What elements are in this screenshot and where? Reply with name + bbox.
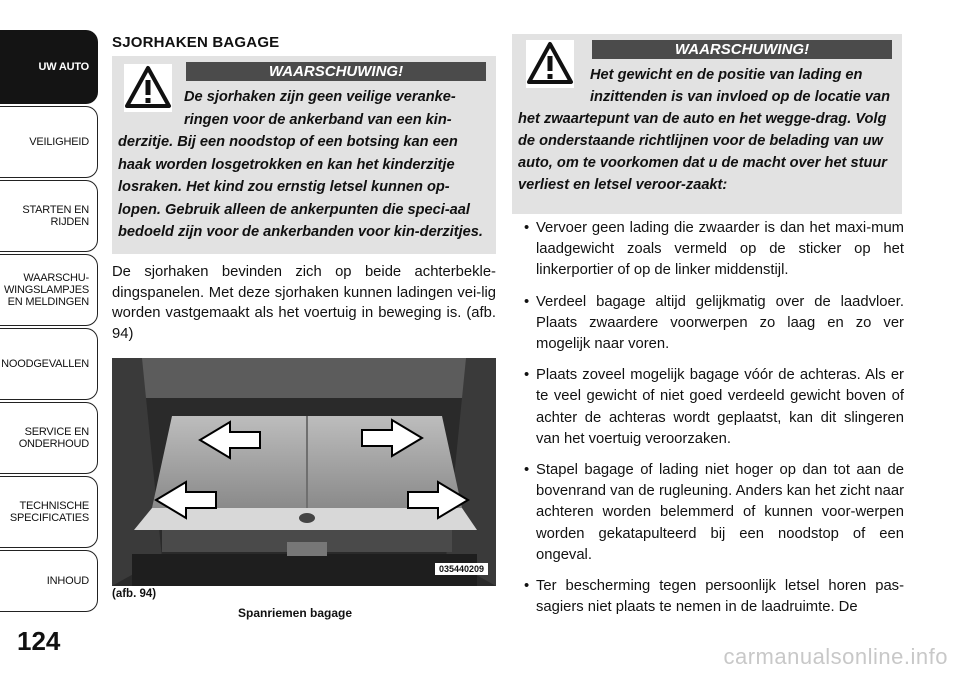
tab-label: INHOUD (46, 575, 89, 587)
tab-starten-en-rijden[interactable] (0, 180, 98, 252)
tab-label: TECHNISCHE SPECIFICATIES (9, 500, 89, 524)
tab-service-en-onderhoud[interactable] (0, 402, 98, 474)
tab-inhoud[interactable] (0, 550, 98, 612)
tab-label: VEILIGHEID (29, 136, 89, 148)
intro-paragraph: De sjorhaken bevinden zich op beide achterbekle-dingspanelen. Met deze sjorhaken kunnen ladingen vei-lig worden vastgemaakt als het voertuig in beweging is. (afb. 94) (112, 264, 496, 342)
tab-label: NOODGEVALLEN (1, 358, 89, 370)
list-item: • Ter bescherming tegen persoonlijk letsel horen pas-sagiers niet plaats te nemen in de laadruimte. De (524, 578, 904, 616)
warning-text: Het gewicht en de positie van lading en inzittenden is van invloed op de locatie van het zwaartepunt van de auto en het wegge-drag. Volg de onderstaande richtlijnen voor de belading van uw auto, om te voorkomen dat u de macht over het stuur verliest en letsel veroor-zaakt: (518, 67, 891, 193)
tab-label: WAARSCHU- WINGSLAMPJES EN MELDINGEN (3, 272, 89, 308)
figure-code: 035440209 (435, 563, 488, 575)
warning-heading: WAARSCHUWING! (186, 62, 486, 81)
tab-technische-specificaties[interactable] (0, 476, 98, 548)
warning-heading: WAARSCHUWING! (592, 40, 892, 59)
tab-noodgevallen[interactable] (0, 328, 98, 400)
loading-guidelines-list (512, 218, 904, 628)
warning-box-right (512, 34, 902, 214)
list-item: • Vervoer geen lading die zwaarder is dan het maxi-mum laadgewicht zoals vermeld op de sticker op het linkerportier of op de linker middenstijl. (524, 220, 904, 279)
tab-label: UW AUTO (38, 61, 89, 73)
list-item: • Plaats zoveel mogelijk bagage vóór de achteras. Als er te veel gewicht of niet goed verdeeld gewicht boven of achter de achteras wordt geplaatst, kan dit slingeren van het voertuig veroorzaken. (524, 367, 904, 447)
figure-title: Spanriemen bagage (238, 606, 353, 620)
watermark: carmanualsonline.info (723, 644, 948, 669)
figure-number: (afb. 94) (112, 588, 157, 600)
tab-label: SERVICE EN ONDERHOUD (18, 426, 89, 450)
warning-box-left (112, 56, 496, 254)
list-item: • Verdeel bagage altijd gelijkmatig over de laadvloer. Plaats zwaardere voorwerpen zo laag en zo ver mogelijk naar voren. (524, 293, 904, 353)
list-item: • Stapel bagage of lading niet hoger op dan tot aan de bovenrand van de rugleuning. Anders kan het zicht naar achteren worden belemmerd of kunnen voor-werpen worden gekatapulteerd bij een noodstop of een ongeval. (524, 462, 904, 563)
tab-label: STARTEN EN RIJDEN (22, 204, 89, 228)
cargo-area-photo (112, 358, 496, 586)
section-title: SJORHAKEN BAGAGE (112, 34, 280, 51)
tab-uw-auto[interactable] (0, 30, 98, 104)
page-number: 124 (17, 626, 61, 656)
warning-text: De sjorhaken zijn geen veilige veranke-ringen voor de ankerband van een kin-derzitje. Bij een noodstop of een botsing kan een haak worden losgetrokken en kan het kinderzitje losraken. Het kind zou ernstig letsel kunnen op-lopen. Gebruik alleen de ankerpunten die speci-aal bedoeld zijn voor de ankerbanden voor kin-derzitjes. (118, 89, 483, 240)
tab-waarschuwingslampjes[interactable] (0, 254, 98, 326)
tab-veiligheid[interactable] (0, 106, 98, 178)
